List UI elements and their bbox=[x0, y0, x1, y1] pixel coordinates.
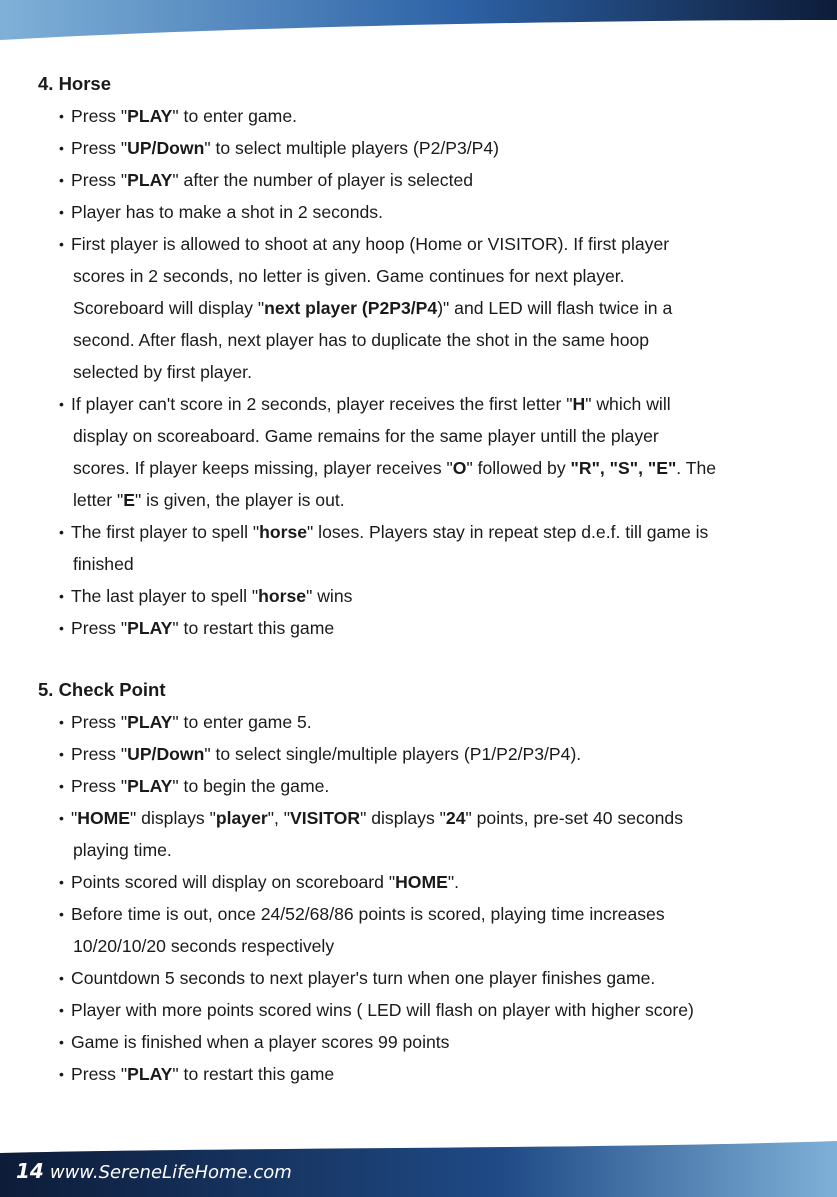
list-item: • If player can't score in 2 seconds, player receives the first letter "H" which will display on scoreaboard. Game remains for the same player untill the player scores. If player keeps missing, player receives "O" followed by "R", "S", "E". The letter "E" is given, the player is out. bbox=[59, 388, 808, 516]
list-item: • Press "PLAY" to restart this game bbox=[59, 1058, 808, 1090]
section-title-check-point: 5. Check Point bbox=[38, 679, 166, 700]
page-number: 14 bbox=[16, 1159, 44, 1183]
list-item: • Player has to make a shot in 2 seconds. bbox=[59, 196, 808, 228]
page-content bbox=[38, 68, 808, 1090]
check-point-steps-list bbox=[38, 706, 808, 1090]
list-item: • Press "UP/Down" to select multiple players (P2/P3/P4) bbox=[59, 132, 808, 164]
list-item: • Before time is out, once 24/52/68/86 points is scored, playing time increases 10/20/10/20 seconds respectively bbox=[59, 898, 808, 962]
list-item: • Press "PLAY" to enter game 5. bbox=[59, 706, 808, 738]
list-item: • The last player to spell "horse" wins bbox=[59, 580, 808, 612]
website-link[interactable]: www.SereneLifeHome.com bbox=[49, 1162, 292, 1183]
list-item: • Press "PLAY" to enter game. bbox=[59, 100, 808, 132]
list-item: • Press "PLAY" to restart this game bbox=[59, 612, 808, 644]
list-item: • Game is finished when a player scores 99 points bbox=[59, 1026, 808, 1058]
list-item: • Press "PLAY" to begin the game. bbox=[59, 770, 808, 802]
list-item: • Countdown 5 seconds to next player's turn when one player finishes game. bbox=[59, 962, 808, 994]
list-item: • First player is allowed to shoot at any hoop (Home or VISITOR). If first player scores in 2 seconds, no letter is given. Game continues for next player. Scoreboard will display "next player (P2P3/P4)" and LED will flash twice in a second. After flash, next player has to duplicate the shot in the same hoop selected by first player. bbox=[59, 228, 808, 388]
section-title-horse: 4. Horse bbox=[38, 73, 112, 94]
list-item: • The first player to spell "horse" loses. Players stay in repeat step d.e.f. till game is finished bbox=[59, 516, 808, 580]
list-item: • Player with more points scored wins ( LED will flash on player with higher score) bbox=[59, 994, 808, 1026]
list-item: • Press "UP/Down" to select single/multiple players (P1/P2/P3/P4). bbox=[59, 738, 808, 770]
list-item: • Press "PLAY" after the number of player is selected bbox=[59, 164, 808, 196]
list-item: • "HOME" displays "player", "VISITOR" displays "24" points, pre-set 40 seconds playing time. bbox=[59, 802, 808, 866]
list-item: • Points scored will display on scoreboard "HOME". bbox=[59, 866, 808, 898]
header-band bbox=[0, 0, 837, 48]
horse-steps-list bbox=[38, 100, 808, 644]
page-footer bbox=[16, 1159, 292, 1183]
